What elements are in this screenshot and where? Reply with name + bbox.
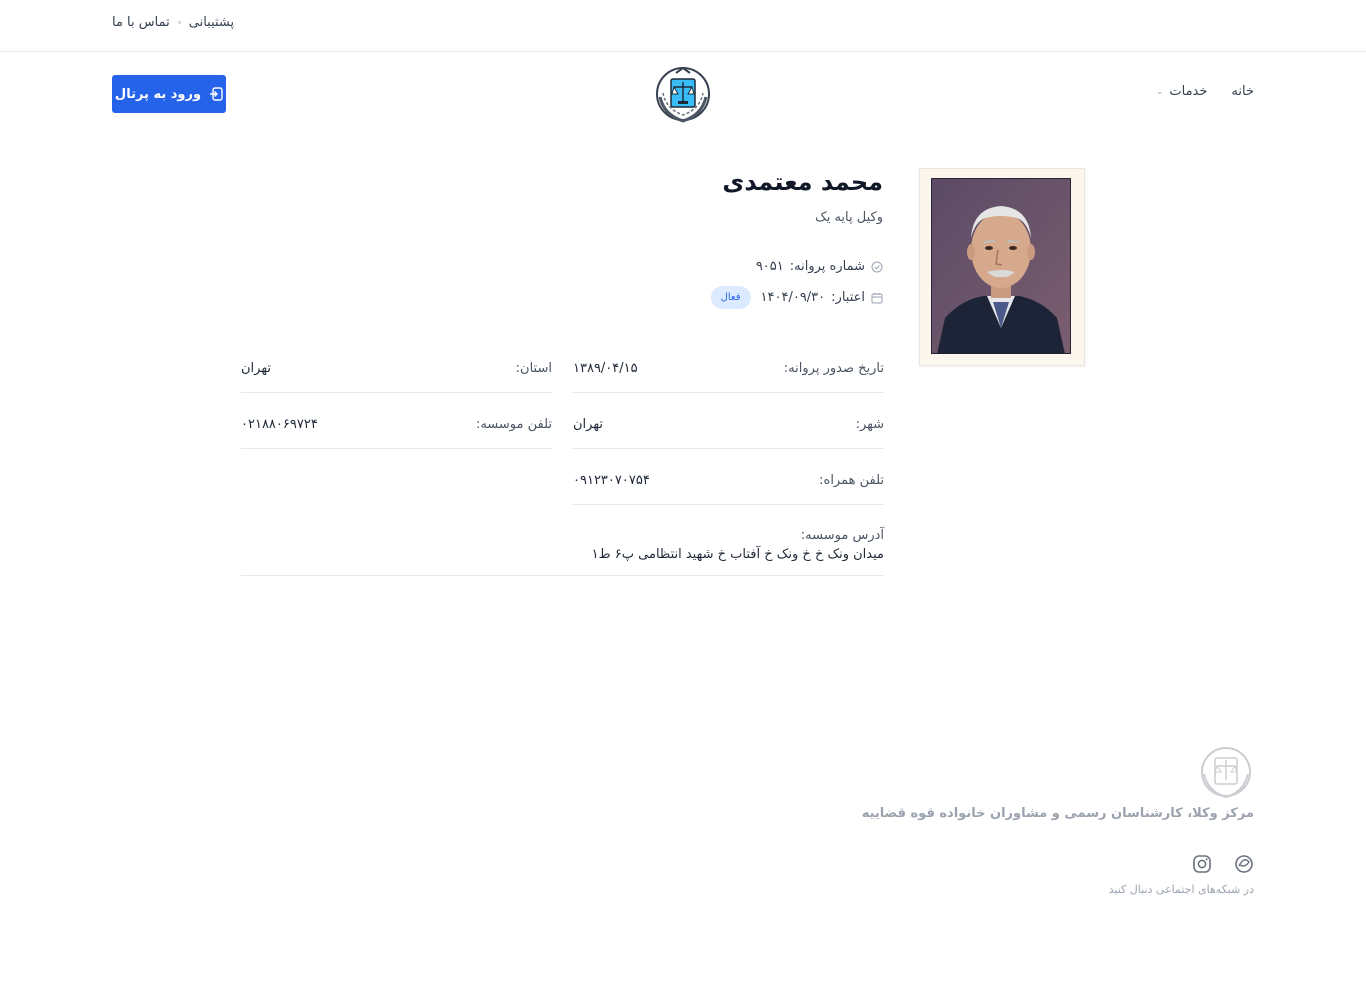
lawyer-title: وکیل پایه یک — [815, 210, 883, 225]
province-value: تهران — [241, 361, 271, 376]
support-link[interactable]: پشتیبانی — [188, 15, 235, 30]
follow-text: در شبکه‌های اجتماعی دنبال کنید — [1108, 883, 1254, 896]
validity-label: اعتبار: — [831, 290, 865, 305]
main-navbar — [0, 52, 1366, 136]
province-field — [241, 361, 552, 393]
portrait-image — [931, 178, 1071, 354]
top-bar — [0, 0, 1366, 52]
province-label: استان: — [515, 361, 552, 376]
lawyer-photo — [919, 168, 1085, 366]
instagram-icon[interactable] — [1192, 854, 1212, 874]
nav-home-label: خانه — [1231, 84, 1254, 99]
contact-link[interactable]: تماس با ما — [112, 15, 170, 30]
city-field — [573, 417, 884, 449]
address-label: آدرس موسسه: — [800, 528, 884, 543]
issue-date-label: تاریخ صدور پروانه: — [783, 361, 884, 376]
check-circle-icon — [871, 261, 883, 273]
eitaa-icon[interactable] — [1234, 854, 1254, 874]
status-badge: فعال — [711, 286, 751, 309]
validity-row — [711, 286, 883, 309]
office-phone-value[interactable]: ۰۲۱۸۸۰۶۹۷۲۴ — [241, 417, 318, 432]
nav-services-dropdown[interactable] — [1156, 84, 1208, 99]
judiciary-logo[interactable] — [654, 63, 712, 125]
calendar-icon — [871, 292, 883, 304]
separator-dot — [178, 21, 181, 24]
nav-home[interactable] — [1231, 84, 1254, 99]
lawyer-name: محمد معتمدی — [722, 168, 883, 196]
mobile-label: تلفن همراه: — [819, 473, 884, 488]
nav-services-label: خدمات — [1169, 84, 1208, 99]
portal-login-label: ورود به پرتال — [114, 86, 202, 102]
social-links — [1192, 854, 1254, 874]
chevron-down-icon: ⌄ — [1155, 86, 1164, 97]
license-row — [756, 259, 883, 274]
validity-date: ۱۴۰۴/۰۹/۳۰ — [760, 290, 826, 305]
portal-login-button[interactable] — [112, 75, 226, 113]
issue-date-value: ۱۳۸۹/۰۴/۱۵ — [573, 361, 638, 376]
footer-logo — [1198, 744, 1254, 800]
city-value: تهران — [573, 417, 603, 432]
top-links — [112, 15, 234, 30]
address-field — [241, 528, 884, 576]
issue-date-field — [573, 361, 884, 393]
mobile-value[interactable]: ۰۹۱۲۳۰۷۰۷۵۴ — [573, 473, 650, 488]
office-phone-label: تلفن موسسه: — [475, 417, 552, 432]
office-phone-field — [241, 417, 552, 449]
login-icon — [209, 87, 223, 101]
license-number: ۹۰۵۱ — [755, 259, 784, 274]
footer-org-name: مرکز وکلا، کارشناسان رسمی و مشاوران خانواده قوه قضاییه — [861, 806, 1254, 821]
address-value: میدان ونک خ خ ونک خ آفتاب خ شهید انتظامی پ۶ ط۱ — [591, 547, 884, 562]
mobile-field — [573, 473, 884, 505]
nav-menu — [1156, 84, 1254, 99]
city-label: شهر: — [855, 417, 884, 432]
license-label: شماره پروانه: — [789, 259, 865, 274]
